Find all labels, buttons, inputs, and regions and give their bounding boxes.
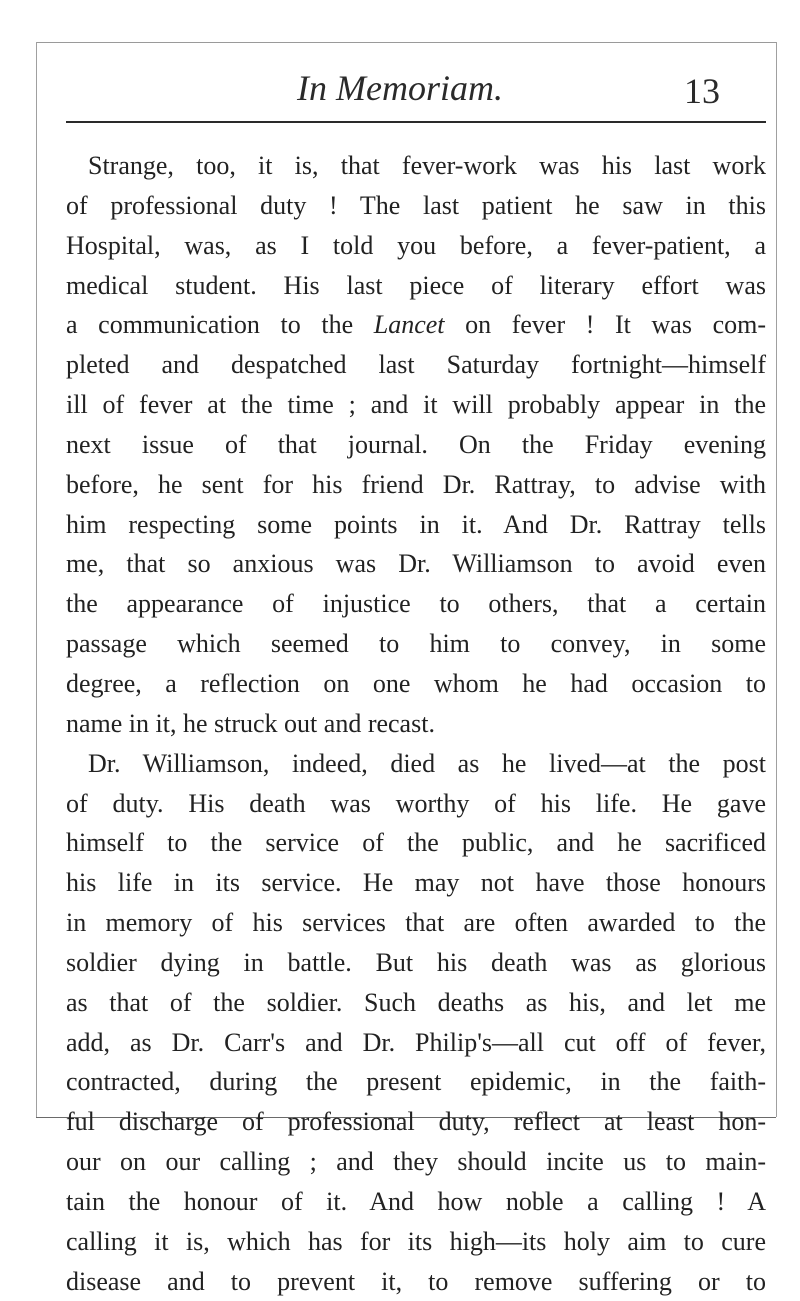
text-line: him respecting some points in it. And Dr. Rattray tells [66,509,766,539]
paragraph-1 [66,146,766,744]
header-rule [66,121,766,123]
text-line: degree, a reflection on one whom he had occasion to [66,668,766,698]
text-line: before, he sent for his friend Dr. Rattray, to advise with [66,469,766,499]
journal-title-lancet: Lancet [373,310,445,340]
text-line: ful discharge of professional duty, reflect at least hon- [66,1107,766,1137]
text-line: ill of fever at the time ; and it will probably appear in the [66,390,766,420]
text-line: of duty. His death was worthy of his life. He gave [66,788,766,818]
text-line: calling it is, which has for its high—its holy aim to cure [66,1226,766,1256]
text-line: in memory of his services that are often awarded to the [66,908,766,938]
page-frame-top-edge [36,42,776,43]
text-line: tain the honour of it. And how noble a calling ! A [66,1186,766,1216]
paragraph-2 [66,744,766,1301]
text-span: a communication to the [66,310,374,340]
text-line: the appearance of injustice to others, that a certain [66,589,766,619]
text-span: on fever ! It was com- [444,310,766,340]
running-title: In Memoriam. [297,68,503,108]
text-line: of professional duty ! The last patient he saw in this [66,190,766,220]
page-frame-right-edge [776,42,777,1117]
page-number: 13 [684,71,720,111]
text-line: passage which seemed to him to convey, in some [66,629,766,659]
running-head [0,66,800,116]
page-frame-left-edge [36,42,37,1117]
text-line: our on our calling ; and they should incite us to main- [66,1147,766,1177]
text-line: Hospital, was, as I told you before, a fever-patient, a [66,230,766,260]
body-text [66,146,766,1301]
text-line: add, as Dr. Carr's and Dr. Philip's—all cut off of fever, [66,1027,766,1057]
text-line: himself to the service of the public, and he sacrificed [66,828,766,858]
text-line: me, that so anxious was Dr. Williamson to avoid even [66,549,766,579]
text-line: soldier dying in battle. But his death was as glorious [66,947,766,977]
text-line: as that of the soldier. Such deaths as his, and let me [66,987,766,1017]
text-line: disease and to prevent it, to remove suffering or to [66,1266,766,1296]
text-line: Dr. Williamson, indeed, died as he lived—at the post [88,748,766,778]
text-line: next issue of that journal. On the Friday evening [66,429,766,459]
text-line: contracted, during the present epidemic, in the faith- [66,1067,766,1097]
text-line: his life in its service. He may not have those honours [66,868,766,898]
text-line: pleted and despatched last Saturday fortnight—himself [66,350,766,380]
text-line [66,305,766,345]
text-line: name in it, he struck out and recast. [66,708,435,738]
text-line: Strange, too, it is, that fever-work was his last work [88,151,766,180]
text-line: medical student. His last piece of literary effort was [66,270,766,300]
